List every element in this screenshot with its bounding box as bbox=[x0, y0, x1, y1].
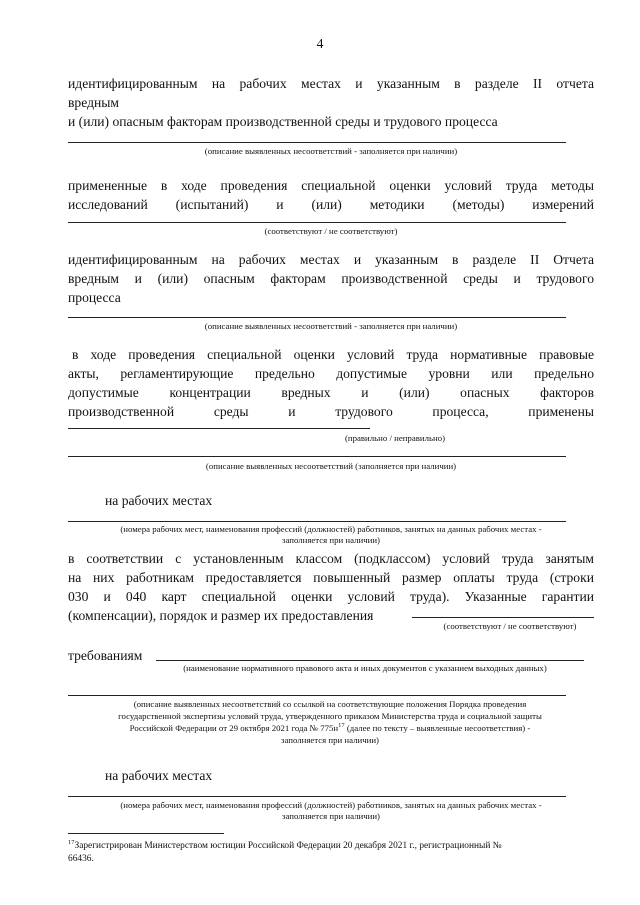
s4-line4: производственной среды и трудового процесса, применены bbox=[68, 404, 594, 419]
s1-blank-line bbox=[68, 142, 566, 143]
s8-caption-line3b: (далее по тексту – выявленные несоответствия) - bbox=[344, 723, 531, 733]
footnote-marker: 17 bbox=[68, 838, 75, 846]
s7-blank-line bbox=[156, 660, 584, 661]
footnote-ref-17: 17 bbox=[338, 722, 345, 730]
s4-line2: акты, регламентирующие предельно допустимые уровни или предельно bbox=[68, 366, 594, 381]
s6-line2: на них работникам предоставляется повышенный размер оплаты труда (строки bbox=[68, 570, 594, 585]
s2-caption: (соответствуют / не соответствуют) bbox=[264, 226, 398, 236]
s3-line2: вредным и (или) опасным факторам производственной среды и трудового bbox=[68, 271, 594, 286]
section-4 bbox=[68, 345, 594, 421]
s8-caption-line3 bbox=[52, 722, 608, 734]
s9-caption-line2: заполняется при наличии) bbox=[282, 811, 380, 821]
s5-blank-line bbox=[68, 521, 566, 522]
s9-heading: на рабочих местах bbox=[105, 768, 213, 783]
s8-blank-line bbox=[68, 695, 566, 696]
s8-caption-line4: заполняется при наличии) bbox=[281, 735, 379, 745]
section-2 bbox=[68, 176, 594, 214]
s4-caption-1: (правильно / неправильно) bbox=[344, 433, 446, 443]
s5-caption-line2: заполняется при наличии) bbox=[282, 535, 380, 545]
s1-caption: (описание выявленных несоответствий - заполняется при наличии) bbox=[204, 146, 458, 156]
s8-caption-line3a: Российской Федерации от 29 октября 2021 года № 775н bbox=[129, 723, 339, 733]
section-6 bbox=[68, 549, 594, 625]
s4-blank-line-1 bbox=[68, 428, 370, 429]
s1-line2: вредным bbox=[68, 95, 119, 110]
s5-caption-line1: (номера рабочих мест, наименования профессий (должностей) работников, занятых на данных рабочих местах - bbox=[120, 524, 542, 534]
s6-line4: (компенсации), порядок и размер их предоставления bbox=[68, 608, 374, 623]
s8-caption-line1: (описание выявленных несоответствий со ссылкой на соответствующие положения Порядка проведения bbox=[133, 699, 527, 709]
s4-line1: в ходе проведения специальной оценки условий труда нормативные правовые bbox=[72, 347, 594, 362]
s3-line1: идентифицированным на рабочих местах и указанным в разделе II Отчета bbox=[68, 252, 594, 267]
s9-blank-line bbox=[68, 796, 566, 797]
page-number: 4 bbox=[316, 36, 324, 51]
s8-caption-line2: государственной экспертизы условий труда, утвержденного приказом Министерства труда и социальной защиты bbox=[118, 711, 542, 721]
s3-blank-line bbox=[68, 317, 566, 318]
footnote-line2: 66436. bbox=[68, 854, 94, 864]
s7-label: требованиям bbox=[68, 648, 143, 663]
footnote bbox=[68, 840, 594, 866]
s6-line1: в соответствии с установленным классом (подклассом) условий труда занятым bbox=[68, 551, 594, 566]
footnote-separator bbox=[68, 833, 224, 834]
s4-caption-2: (описание выявленных несоответствий (заполняется при наличии) bbox=[205, 461, 457, 471]
s2-line1: примененные в ходе проведения специальной оценки условий труда методы bbox=[68, 178, 594, 193]
s1-line1: идентифицированным на рабочих местах и указанным в разделе II отчета bbox=[68, 76, 594, 91]
s7-caption: (наименование нормативного правового акта и иных документов с указанием выходных данных) bbox=[183, 663, 547, 673]
s4-line3: допустимые концентрации вредных и (или) опасных факторов bbox=[68, 385, 594, 400]
s3-caption: (описание выявленных несоответствий - заполняется при наличии) bbox=[204, 321, 458, 331]
footnote-line1: Зарегистрирован Министерством юстиции Российской Федерации 20 декабря 2021 г., регистрационный № bbox=[74, 841, 502, 851]
s6-caption: (соответствуют / не соответствуют) bbox=[443, 621, 577, 631]
section-3 bbox=[68, 250, 594, 307]
s6-line3: 030 и 040 карт специальной оценки условий труда). Указанные гарантии bbox=[68, 589, 594, 604]
s2-blank-line bbox=[68, 222, 566, 223]
s4-blank-line-2 bbox=[68, 456, 566, 457]
s1-line3: и (или) опасным факторам производственной среды и трудового процесса bbox=[68, 114, 498, 129]
s6-blank-line bbox=[412, 617, 594, 618]
s9-caption-line1: (номера рабочих мест, наименования профессий (должностей) работников, занятых на данных рабочих местах - bbox=[120, 800, 542, 810]
s3-line3: процесса bbox=[68, 290, 121, 305]
section-1 bbox=[68, 74, 594, 131]
s2-line2: исследований (испытаний) и (или) методики (методы) измерений bbox=[68, 197, 594, 212]
s5-heading: на рабочих местах bbox=[105, 493, 213, 508]
